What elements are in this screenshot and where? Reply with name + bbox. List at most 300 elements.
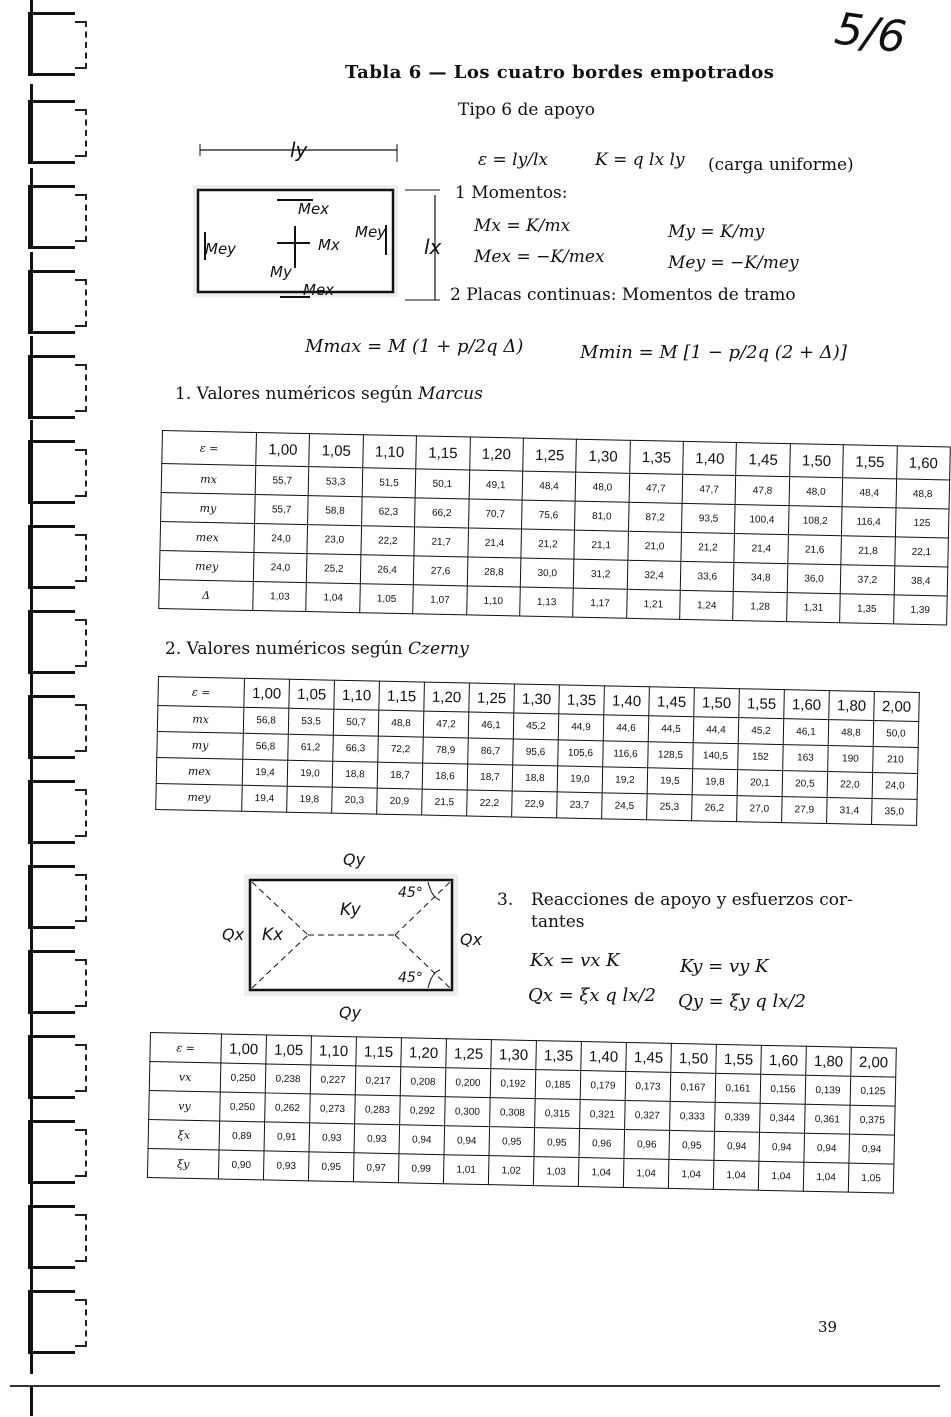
table-cell: 0,361: [805, 1104, 851, 1134]
table-cell: 19,4: [242, 759, 288, 786]
column-header: 1,25: [446, 1039, 492, 1069]
table-cell: 1,05: [848, 1163, 894, 1193]
table-cell: 1,35: [840, 594, 894, 624]
column-header: 1,00: [244, 678, 290, 708]
section-1-author: Marcus: [417, 384, 483, 404]
reactions-table: [147, 1032, 897, 1194]
table-cell: 0,250: [220, 1063, 266, 1093]
column-header: 1,10: [334, 680, 380, 710]
table-cell: 25,3: [647, 794, 693, 821]
table-cell: 49,1: [469, 470, 523, 500]
table-cell: 21,4: [734, 534, 788, 564]
table-cell: 21,4: [468, 528, 522, 558]
table-cell: 1,04: [713, 1160, 759, 1190]
table-cell: 48,4: [842, 478, 896, 508]
load-note: (carga uniforme): [708, 155, 854, 175]
ky-formula: Ky = vy K: [680, 956, 769, 977]
table-cell: 1,07: [413, 585, 467, 615]
column-header: 1,50: [671, 1043, 717, 1073]
column-header: 1,25: [469, 683, 515, 713]
table-cell: 66,2: [415, 498, 469, 528]
table-cell: 1,28: [733, 592, 787, 622]
table-cell: 23,7: [557, 792, 603, 819]
table-cell: 0,94: [759, 1132, 805, 1162]
table-cell: 0,96: [579, 1129, 625, 1159]
table-cell: 0,94: [399, 1125, 445, 1155]
binding-ring: [28, 355, 75, 419]
table-cell: 0,94: [849, 1134, 895, 1164]
table-cell: 0,185: [535, 1070, 581, 1100]
section-1-text: Valores numéricos según: [196, 384, 418, 404]
column-header: 1,35: [629, 440, 683, 474]
table-cell: 36,0: [787, 564, 841, 594]
table-cell: 1,04: [623, 1158, 669, 1188]
binding-ring: [28, 865, 75, 929]
table-cell: 21,2: [521, 529, 575, 559]
row-label: mx: [161, 464, 256, 495]
qx-formula: Qx = ξx q lx/2: [528, 985, 656, 1006]
table-cell: 0,179: [580, 1071, 626, 1101]
kx-formula: Kx = vx K: [530, 950, 620, 971]
table-cell: 190: [828, 746, 874, 773]
table-cell: 1,24: [680, 590, 734, 620]
table-cell: 44,4: [693, 717, 739, 744]
column-header: 1,60: [784, 690, 830, 720]
binding-ring: [28, 950, 75, 1014]
mex-bottom-label: Mex: [303, 281, 335, 299]
table-cell: 18,8: [332, 761, 378, 788]
row-label: Δ: [159, 579, 254, 610]
qy-top-label: Qy: [343, 850, 366, 869]
table-cell: 0,89: [219, 1121, 265, 1151]
column-header: 1,60: [896, 446, 950, 480]
table-cell: 0,192: [490, 1069, 536, 1099]
epsilon-header: ε =: [158, 677, 245, 708]
table-cell: 47,7: [682, 474, 736, 504]
table-cell: 0,273: [310, 1094, 356, 1124]
table-cell: 0,217: [355, 1066, 401, 1096]
table-cell: 48,0: [789, 477, 843, 507]
table-cell: 50,1: [415, 469, 469, 499]
marcus-values-table: [158, 430, 951, 625]
page-number: 39: [818, 1318, 838, 1336]
table-cell: 0,262: [265, 1093, 311, 1123]
section-3-text-line1: Reacciones de apoyo y esfuerzos cor-: [531, 890, 853, 910]
binding-ring: [28, 525, 75, 589]
column-header: 1,00: [221, 1034, 267, 1064]
table-cell: 163: [783, 745, 829, 772]
table-cell: 18,7: [467, 764, 513, 791]
table-cell: 19,8: [287, 786, 333, 813]
column-header: 1,20: [424, 682, 470, 712]
table-cell: 0,95: [489, 1127, 535, 1157]
table-cell: 116,6: [603, 741, 649, 768]
table-cell: 0,227: [310, 1065, 356, 1095]
table-cell: 21,0: [628, 531, 682, 561]
column-header: 1,10: [311, 1036, 357, 1066]
mx-formula: Mx = K/mx: [474, 216, 571, 236]
column-header: 1,45: [649, 687, 695, 717]
table-cell: 22,9: [512, 791, 558, 818]
table-cell: 1,05: [360, 584, 414, 614]
binding-ring: [28, 610, 75, 674]
table-cell: 0,95: [669, 1130, 715, 1160]
section-2-text: Valores numéricos según: [186, 639, 408, 659]
table-cell: 66,3: [333, 735, 379, 762]
table-cell: 0,208: [400, 1067, 446, 1097]
column-header: 1,15: [356, 1037, 402, 1067]
table-cell: 47,8: [736, 476, 790, 506]
row-label: mex: [156, 757, 243, 785]
column-header: 1,40: [683, 441, 737, 475]
table-cell: 0,93: [354, 1124, 400, 1154]
section-2-number: 2.: [165, 639, 182, 659]
section-1-heading: [175, 384, 483, 404]
column-header: 1,40: [581, 1042, 627, 1072]
table-cell: 0,327: [625, 1100, 671, 1130]
page-title: Tabla 6 — Los cuatro bordes empotrados: [345, 62, 775, 83]
row-label: mex: [160, 521, 255, 552]
column-header: 1,35: [559, 685, 605, 715]
page-bottom-edge: [10, 1385, 940, 1387]
row-label: my: [161, 492, 256, 523]
binding-ring: [28, 1290, 75, 1354]
table-cell: 0,95: [534, 1128, 580, 1158]
column-header: 1,80: [829, 691, 875, 721]
table-cell: 20,1: [737, 770, 783, 797]
table-cell: 19,4: [242, 785, 288, 812]
table-cell: 45,2: [513, 713, 559, 740]
table-cell: 62,3: [361, 497, 415, 527]
table-cell: 81,0: [575, 501, 629, 531]
table-cell: 20,5: [782, 771, 828, 798]
row-label: vx: [149, 1062, 221, 1092]
table-cell: 0,90: [218, 1150, 264, 1180]
table-cell: 0,339: [715, 1102, 761, 1132]
section-2-author: Czerny: [407, 639, 469, 659]
spiral-binding: [0, 0, 95, 1417]
table-cell: 125: [895, 508, 949, 538]
table-cell: 0,321: [580, 1100, 626, 1130]
table-cell: 44,9: [558, 714, 604, 741]
section-1-number: 1.: [175, 384, 192, 404]
mmax-formula: Mmax = M (1 + p/2q Δ): [305, 336, 524, 357]
column-header: 1,20: [469, 437, 523, 471]
column-header: 1,20: [401, 1038, 447, 1068]
table-cell: 56,8: [243, 707, 289, 734]
table-cell: 35,0: [872, 798, 918, 825]
table-cell: 48,8: [828, 720, 874, 747]
binding-ring: [28, 1035, 75, 1099]
table-cell: 51,5: [362, 468, 416, 498]
row-label: my: [157, 731, 244, 759]
table-cell: 27,9: [782, 797, 828, 824]
column-header: 1,80: [806, 1046, 852, 1076]
mmin-formula: Mmin = M [1 − p/2q (2 + Δ)]: [580, 342, 847, 363]
table-cell: 31,2: [574, 559, 628, 589]
table-cell: 44,6: [603, 715, 649, 742]
table-cell: 48,0: [575, 472, 629, 502]
column-header: 1,40: [604, 686, 650, 716]
section-2-heading: [165, 639, 469, 659]
table-cell: 116,4: [842, 507, 896, 537]
binding-ring: [28, 1120, 75, 1184]
table-cell: 47,7: [629, 473, 683, 503]
table-cell: 55,7: [255, 494, 309, 524]
table-cell: 30,0: [520, 558, 574, 588]
table-cell: 0,99: [398, 1154, 444, 1184]
table-cell: 48,8: [896, 479, 950, 509]
table-cell: 1,04: [668, 1159, 714, 1189]
table-cell: 34,8: [734, 563, 788, 593]
column-header: 1,55: [739, 689, 785, 719]
table-cell: 95,6: [513, 739, 559, 766]
binding-ring: [28, 185, 75, 249]
handwritten-note: 5/6: [831, 3, 910, 64]
table-cell: 152: [738, 744, 784, 771]
ly-label: ly: [290, 138, 308, 162]
column-header: 1,45: [736, 443, 790, 477]
table-cell: 0,156: [760, 1074, 806, 1104]
angle-bottom-label: 45°: [398, 970, 423, 986]
table-cell: 86,7: [468, 738, 514, 765]
column-header: 1,00: [256, 432, 310, 466]
table-cell: 21,1: [574, 530, 628, 560]
table-cell: 0,125: [850, 1076, 896, 1106]
table-cell: 33,6: [680, 561, 734, 591]
table-cell: 32,4: [627, 560, 681, 590]
table-cell: 1,03: [253, 581, 307, 611]
table-cell: 28,8: [467, 557, 521, 587]
column-header: 1,15: [416, 436, 470, 470]
row-label: mx: [157, 706, 244, 734]
table-cell: 108,2: [788, 506, 842, 536]
table-cell: 19,0: [287, 760, 333, 787]
column-header: 1,60: [761, 1045, 807, 1075]
binding-ring: [28, 12, 75, 76]
column-header: 1,25: [523, 438, 577, 472]
table-cell: 37,2: [840, 565, 894, 595]
table-cell: 87,2: [628, 502, 682, 532]
table-cell: 0,238: [265, 1064, 311, 1094]
binding-ring: [28, 440, 75, 504]
column-header: 1,10: [363, 435, 417, 469]
column-header: 1,05: [266, 1035, 312, 1065]
table-cell: 55,7: [255, 465, 309, 495]
table-cell: 140,5: [693, 743, 739, 770]
column-header: 2,00: [874, 692, 920, 722]
column-header: 1,50: [694, 688, 740, 718]
table-cell: 58,8: [308, 496, 362, 526]
table-cell: 1,01: [443, 1155, 489, 1185]
table-cell: 105,6: [558, 740, 604, 767]
table-cell: 78,9: [423, 737, 469, 764]
table-cell: 70,7: [468, 499, 522, 529]
column-header: 1,45: [626, 1042, 672, 1072]
table-cell: 0,375: [850, 1105, 896, 1135]
table-cell: 21,2: [681, 532, 735, 562]
table-cell: 24,0: [254, 523, 308, 553]
table-cell: 47,2: [423, 711, 469, 738]
table-cell: 27,0: [737, 796, 783, 823]
mey-left-label: Mey: [205, 240, 237, 258]
table-cell: 210: [873, 746, 919, 773]
table-cell: 23,0: [307, 525, 361, 555]
table-cell: 0,167: [670, 1072, 716, 1102]
table-cell: 1,04: [306, 583, 360, 613]
table-cell: 31,4: [827, 798, 873, 825]
my-formula: My = K/my: [668, 222, 765, 242]
table-cell: 45,2: [738, 718, 784, 745]
table-cell: 1,31: [786, 593, 840, 623]
row-label: mey: [156, 783, 243, 811]
qy-bottom-label: Qy: [339, 1003, 362, 1022]
table-cell: 0,315: [535, 1099, 581, 1129]
binding-ring: [28, 270, 75, 334]
table-cell: 61,2: [288, 734, 334, 761]
table-cell: 56,8: [243, 733, 289, 760]
table-cell: 1,21: [626, 589, 680, 619]
table-cell: 19,5: [647, 768, 693, 795]
table-cell: 21,8: [841, 536, 895, 566]
table-cell: 0,300: [445, 1097, 491, 1127]
epsilon-header: ε =: [162, 431, 257, 466]
table-cell: 48,8: [378, 710, 424, 737]
mey-formula: Mey = −K/mey: [668, 253, 799, 273]
mex-top-label: Mex: [298, 200, 330, 218]
table-cell: 0,93: [309, 1123, 355, 1153]
czerny-values-table: [155, 676, 920, 826]
qx-right-label: Qx: [460, 930, 483, 949]
column-header: 1,05: [289, 679, 335, 709]
qx-left-label: Qx: [222, 925, 245, 944]
lx-label: lx: [424, 235, 442, 259]
table-cell: 0,161: [715, 1073, 761, 1103]
table-cell: 27,6: [414, 556, 468, 586]
table-cell: 1,02: [488, 1156, 534, 1186]
column-header: 2,00: [851, 1047, 897, 1077]
table-cell: 48,4: [522, 471, 576, 501]
table-cell: 53,5: [288, 708, 334, 735]
ky-label: Ky: [340, 900, 361, 920]
table-cell: 25,2: [307, 554, 361, 584]
table-cell: 53,3: [309, 467, 363, 497]
mx-label: Mx: [318, 236, 340, 254]
binding-ring: [28, 1205, 75, 1269]
table-cell: 20,3: [332, 787, 378, 814]
row-label: ξy: [147, 1148, 219, 1178]
table-cell: 0,308: [490, 1098, 536, 1128]
table-cell: 0,283: [355, 1095, 401, 1125]
table-cell: 46,1: [468, 712, 514, 739]
table-cell: 1,13: [520, 587, 574, 617]
section-3-number: 3.: [497, 890, 514, 910]
column-header: 1,55: [843, 445, 897, 479]
table-cell: 21,7: [414, 527, 468, 557]
table-cell: 26,4: [360, 555, 414, 585]
table-cell: 0,93: [263, 1151, 309, 1181]
epsilon-formula: ε = ly/lx: [478, 150, 548, 170]
table-cell: 1,03: [533, 1157, 579, 1187]
table-cell: 0,173: [625, 1071, 671, 1101]
binding-ring: [28, 780, 75, 844]
table-cell: 19,2: [602, 767, 648, 794]
column-header: 1,30: [576, 439, 630, 473]
table-cell: 0,139: [805, 1075, 851, 1105]
binding-ring: [28, 695, 75, 759]
table-cell: 50,7: [333, 709, 379, 736]
binding-ring: [28, 100, 75, 164]
angle-top-label: 45°: [398, 885, 423, 901]
table-cell: 18,8: [512, 765, 558, 792]
table-cell: 0,292: [400, 1096, 446, 1126]
mey-right-label: Mey: [355, 223, 387, 241]
column-header: 1,15: [379, 681, 425, 711]
table-cell: 1,04: [803, 1162, 849, 1192]
table-cell: 24,0: [872, 772, 918, 799]
table-cell: 18,7: [377, 762, 423, 789]
table-cell: 0,97: [353, 1153, 399, 1183]
table-cell: 24,0: [253, 552, 307, 582]
table-cell: 0,95: [308, 1152, 354, 1182]
table-cell: 72,2: [378, 736, 424, 763]
table-cell: 0,94: [804, 1133, 850, 1163]
table-cell: 93,5: [682, 503, 736, 533]
column-header: 1,30: [491, 1040, 537, 1070]
table-cell: 0,333: [670, 1101, 716, 1131]
table-cell: 100,4: [735, 505, 789, 535]
table-cell: 0,344: [760, 1103, 806, 1133]
qy-formula: Qy = ξy q lx/2: [678, 991, 806, 1012]
table-cell: 0,250: [220, 1092, 266, 1122]
moments-heading: 1 Momentos:: [455, 183, 568, 203]
table-cell: 22,0: [827, 772, 873, 799]
section-3-text-line2: tantes: [531, 912, 585, 932]
table-cell: 0,94: [444, 1126, 490, 1156]
my-label: My: [270, 263, 292, 281]
table-cell: 22,1: [894, 537, 948, 567]
mex-formula: Mex = −K/mex: [474, 247, 605, 267]
table-cell: 1,04: [758, 1161, 804, 1191]
table-cell: 46,1: [783, 719, 829, 746]
table-cell: 26,2: [692, 795, 738, 822]
table-cell: 1,17: [573, 588, 627, 618]
row-label: ξx: [148, 1119, 220, 1149]
continuous-heading: 2 Placas continuas: Momentos de tramo: [450, 285, 796, 305]
table-cell: 19,0: [557, 766, 603, 793]
column-header: 1,55: [716, 1044, 762, 1074]
table-cell: 0,94: [714, 1131, 760, 1161]
table-cell: 75,6: [521, 500, 575, 530]
row-label: mey: [159, 550, 254, 581]
table-cell: 24,5: [602, 793, 648, 820]
table-cell: 44,5: [648, 716, 694, 743]
table-cell: 21,5: [422, 789, 468, 816]
page-subtitle: Tipo 6 de apoyo: [458, 100, 595, 120]
table-cell: 0,91: [264, 1122, 310, 1152]
table-cell: 21,6: [788, 535, 842, 565]
table-cell: 128,5: [648, 742, 694, 769]
k-formula: K = q lx ly: [595, 150, 685, 170]
table-cell: 22,2: [361, 526, 415, 556]
table-cell: 0,200: [445, 1068, 491, 1098]
table-cell: 1,10: [466, 586, 520, 616]
table-cell: 1,39: [893, 595, 947, 625]
table-cell: 1,04: [578, 1158, 624, 1188]
table-cell: 22,2: [467, 790, 513, 817]
table-cell: 50,0: [873, 720, 919, 747]
table-cell: 0,96: [624, 1129, 670, 1159]
